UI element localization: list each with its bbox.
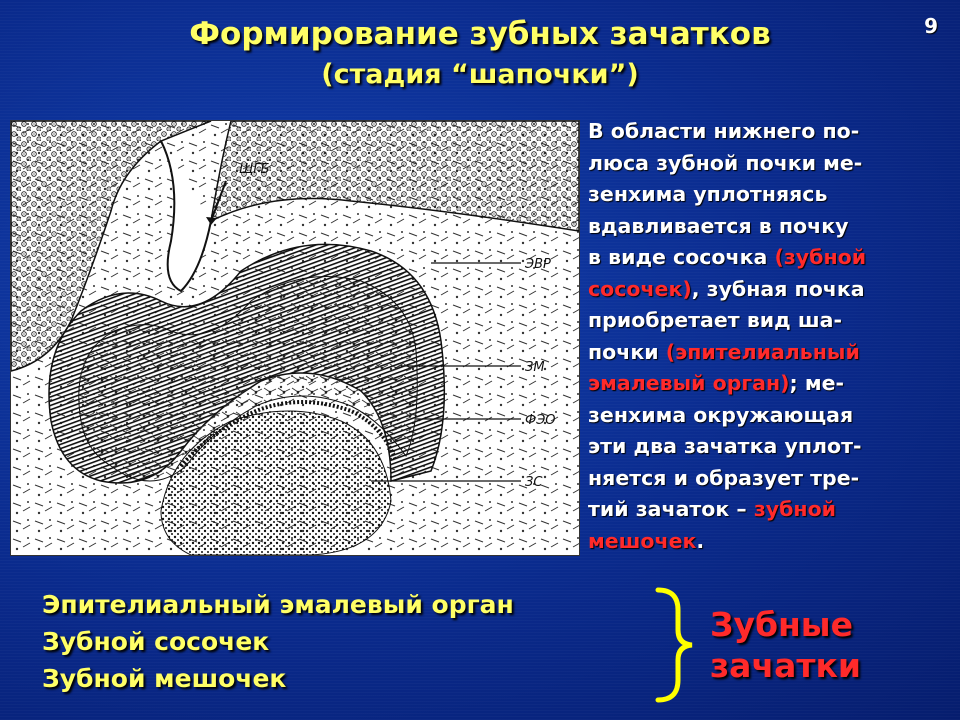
description-line [588,337,954,369]
label-feo: ФЭО [525,413,556,428]
tooth-germs-line-2: зачатки [710,646,862,685]
description-line [588,431,954,463]
slide-title: Формирование зубных зачатков [189,16,771,52]
curly-brace-icon [652,586,698,704]
description-line [588,400,954,432]
description-segment: зенхима уплотняясь [588,182,828,206]
highlight-term: мешочек [588,528,697,553]
description-line [588,494,954,526]
description-line [588,148,954,180]
tooth-germ-illustration [11,121,579,555]
description-segment: . [696,528,705,553]
label-shchgb: ЩГБ [239,162,270,177]
description-segment: люса зубной почки ме- [588,150,863,175]
histology-figure [10,120,580,556]
description-line [588,463,954,495]
description-segment: тий зачаток – [588,497,754,521]
summary-list [42,586,514,697]
highlight-term: (зубной [774,245,867,269]
description-segment: в виде сосочка [588,245,775,269]
summary-item-dental-sac: Зубной мешочек [42,664,287,693]
label-zs: ЗС [525,475,543,490]
description-line [588,274,954,306]
description-segment: В области нижнего по- [588,119,860,143]
label-zm: ЗМ [525,360,545,375]
description-segment: приобретает вид ша- [588,308,842,332]
highlight-term: эмалевый орган) [588,371,790,395]
tooth-germs-line-1: Зубные [710,605,854,644]
description-segment: эти два зачатка уплот- [588,434,862,458]
description-segment: няется и образует тре- [588,465,860,490]
description-segment: вдавливается в почку [588,213,849,238]
slide-subtitle: (стадия “шапочки”) [321,59,639,90]
description-line [588,242,954,274]
highlight-term: (эпителиальный [665,339,860,364]
description-text [588,116,954,557]
description-line [588,116,954,148]
description-line [588,179,954,211]
description-line [588,526,954,558]
tooth-germs-label [710,604,861,686]
description-line [588,211,954,243]
highlight-term: сосочек) [588,276,692,301]
summary-item-enamel-organ: Эпителиальный эмалевый орган [42,590,514,619]
description-segment: зенхима окружающая [588,402,854,427]
description-line [588,305,954,337]
description-segment: почки [588,339,666,364]
summary-item-dental-papilla: Зубной сосочек [42,627,270,656]
description-segment: ; ме- [789,371,845,395]
highlight-term: зубной [753,497,837,521]
description-segment: , зубная почка [691,276,865,301]
label-evr: ЭВР [525,257,551,272]
description-line [588,368,954,400]
slide-number: 9 [924,14,938,38]
